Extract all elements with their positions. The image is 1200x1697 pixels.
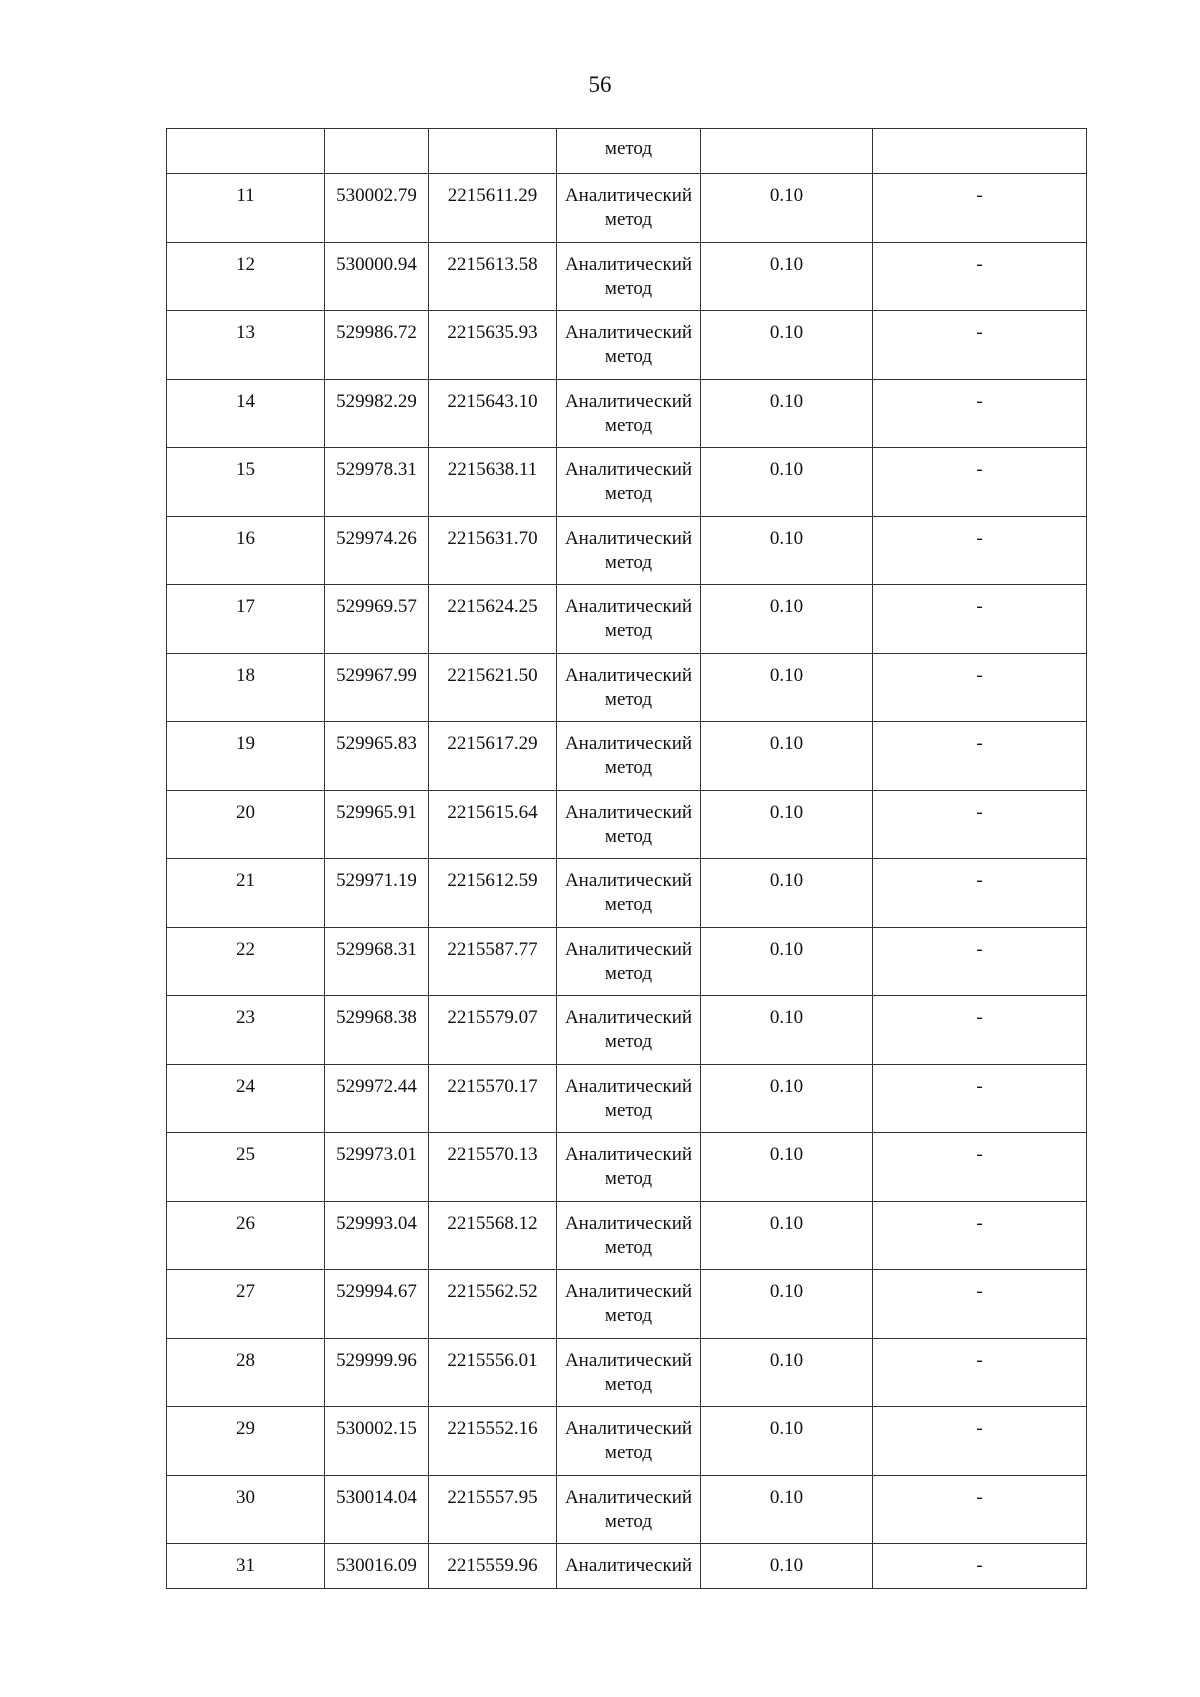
cell-note: - [873,1064,1087,1133]
cell-num: 31 [167,1544,325,1589]
cell-y: 2215643.10 [429,379,557,448]
cell-x: 529967.99 [325,653,429,722]
method-text: метод [604,962,653,984]
table-row [167,448,1087,517]
cell-x: 530014.04 [325,1475,429,1544]
table-row [167,516,1087,585]
cell-precision: 0.10 [701,311,873,380]
cell-y: 2215587.77 [429,927,557,996]
method-text: Аналитический [564,390,693,412]
method-text: Аналитический [564,938,693,960]
cell-num: 22 [167,927,325,996]
cell-precision: 0.10 [701,1338,873,1407]
cell-precision: 0.10 [701,242,873,311]
cell-method [557,790,701,859]
cell-precision: 0.10 [701,585,873,654]
cell-y: 2215624.25 [429,585,557,654]
cell-note: - [873,653,1087,722]
method-text: метод [604,1442,653,1463]
method-text: метод [604,894,653,915]
method-text: Аналитический [564,664,693,686]
cell-method [557,653,701,722]
cell-y: 2215611.29 [429,174,557,243]
cell-note: - [873,1475,1087,1544]
cell-num: 29 [167,1407,325,1476]
method-text: Аналитический [564,185,693,206]
cell-precision: 0.10 [701,1201,873,1270]
method-text: Аналитический [564,1281,693,1302]
cell-y: 2215562.52 [429,1270,557,1339]
cell-method [557,1338,701,1407]
cell-x: 529973.01 [325,1133,429,1202]
cell-note: - [873,722,1087,791]
cell-y [429,129,557,174]
cell-num: 21 [167,859,325,928]
method-text: Аналитический [564,1486,693,1508]
cell-method [557,448,701,517]
cell-method [557,1407,701,1476]
cell-precision: 0.10 [701,516,873,585]
table-row [167,1475,1087,1544]
cell-note [873,129,1087,174]
cell-method [557,722,701,791]
cell-num: 16 [167,516,325,585]
cell-y: 2215621.50 [429,653,557,722]
method-text: метод [604,414,653,436]
cell-precision: 0.10 [701,722,873,791]
cell-precision: 0.10 [701,1064,873,1133]
cell-x: 529971.19 [325,859,429,928]
table-row [167,1064,1087,1133]
cell-y: 2215638.11 [429,448,557,517]
cell-y: 2215612.59 [429,859,557,928]
method-text: Аналитический [564,1212,693,1234]
cell-precision: 0.10 [701,1475,873,1544]
method-text: метод [604,1168,653,1189]
cell-num: 17 [167,585,325,654]
method-text: метод [604,757,653,778]
cell-x: 530016.09 [325,1544,429,1589]
cell-method: метод [557,129,701,174]
cell-precision: 0.10 [701,927,873,996]
cell-method [557,379,701,448]
cell-y: 2215579.07 [429,996,557,1065]
method-text: Аналитический [564,459,693,480]
table-row [167,859,1087,928]
table-body [167,129,1087,1589]
table-row [167,790,1087,859]
cell-num: 24 [167,1064,325,1133]
cell-note: - [873,379,1087,448]
method-text: метод [604,620,653,641]
cell-y: 2215570.13 [429,1133,557,1202]
cell-note: - [873,585,1087,654]
cell-precision [701,129,873,174]
cell-y: 2215615.64 [429,790,557,859]
cell-y: 2215570.17 [429,1064,557,1133]
cell-num: 25 [167,1133,325,1202]
cell-num: 15 [167,448,325,517]
table-row [167,1544,1087,1589]
method-text: Аналитический [564,596,693,617]
cell-note: - [873,242,1087,311]
cell-method [557,1064,701,1133]
cell-precision: 0.10 [701,1407,873,1476]
cell-num: 19 [167,722,325,791]
cell-y: 2215635.93 [429,311,557,380]
method-text: Аналитический [564,322,693,343]
table-row [167,653,1087,722]
cell-method [557,516,701,585]
cell-x: 529972.44 [325,1064,429,1133]
method-text: метод [604,825,653,847]
cell-method [557,1133,701,1202]
method-text: Аналитический [564,1349,693,1371]
cell-precision: 0.10 [701,448,873,517]
method-text: метод [604,483,653,504]
cell-note: - [873,174,1087,243]
method-text: Аналитический [564,870,693,891]
page-number: 56 [588,72,612,97]
table-row [167,722,1087,791]
cell-precision: 0.10 [701,996,873,1065]
cell-method [557,174,701,243]
cell-y: 2215617.29 [429,722,557,791]
cell-x: 529968.31 [325,927,429,996]
method-text: Аналитический [564,1555,693,1576]
cell-num: 27 [167,1270,325,1339]
method-text: метод [604,1031,653,1052]
cell-x: 530002.15 [325,1407,429,1476]
table-row [167,242,1087,311]
table-row [167,1133,1087,1202]
table-row [167,1270,1087,1339]
cell-note: - [873,516,1087,585]
cell-x: 529994.67 [325,1270,429,1339]
cell-x: 529999.96 [325,1338,429,1407]
method-text: Аналитический [564,1418,693,1439]
cell-precision: 0.10 [701,859,873,928]
method-text: метод [604,1305,653,1326]
cell-x: 529965.91 [325,790,429,859]
cell-note: - [873,790,1087,859]
cell-method [557,311,701,380]
method-text: Аналитический [564,1075,693,1097]
cell-x [325,129,429,174]
table-row [167,379,1087,448]
cell-precision: 0.10 [701,790,873,859]
cell-num: 13 [167,311,325,380]
cell-y: 2215631.70 [429,516,557,585]
table-row [167,1201,1087,1270]
table-row [167,1407,1087,1476]
cell-num: 11 [167,174,325,243]
cell-note: - [873,448,1087,517]
cell-method [557,1270,701,1339]
cell-x: 529965.83 [325,722,429,791]
cell-num: 14 [167,379,325,448]
cell-num: 28 [167,1338,325,1407]
cell-note: - [873,927,1087,996]
cell-num: 18 [167,653,325,722]
cell-x: 529968.38 [325,996,429,1065]
cell-precision: 0.10 [701,1133,873,1202]
method-text: метод [604,1236,653,1258]
cell-y: 2215613.58 [429,242,557,311]
method-text: метод [604,551,653,573]
cell-x: 530002.79 [325,174,429,243]
table-row [167,927,1087,996]
method-text: Аналитический [564,801,693,823]
method-text: метод [604,688,653,710]
cell-x: 529969.57 [325,585,429,654]
method-text: метод [604,1373,653,1395]
cell-note: - [873,1407,1087,1476]
cell-x: 529978.31 [325,448,429,517]
method-text: метод [604,1510,653,1532]
method-text: Аналитический [564,527,693,549]
cell-y: 2215556.01 [429,1338,557,1407]
cell-precision: 0.10 [701,1544,873,1589]
cell-num: 30 [167,1475,325,1544]
coordinates-table [166,128,1087,1589]
table-row [167,311,1087,380]
cell-method [557,927,701,996]
cell-method [557,1201,701,1270]
cell-note: - [873,311,1087,380]
method-text: метод [604,1099,653,1121]
method-text: Аналитический [564,1007,693,1028]
cell-note: - [873,1133,1087,1202]
cell-precision: 0.10 [701,1270,873,1339]
continued-row [167,129,1087,174]
cell-y: 2215559.96 [429,1544,557,1589]
cell-num: 20 [167,790,325,859]
table-row [167,585,1087,654]
cell-precision: 0.10 [701,653,873,722]
cell-method [557,585,701,654]
cell-num: 26 [167,1201,325,1270]
method-text: Аналитический [564,733,693,754]
cell-y: 2215568.12 [429,1201,557,1270]
cell-method [557,1475,701,1544]
cell-precision: 0.10 [701,379,873,448]
cell-note: - [873,1544,1087,1589]
method-text: метод [604,209,653,230]
cell-note: - [873,1338,1087,1407]
method-text: Аналитический [564,253,693,275]
cell-num: 23 [167,996,325,1065]
cell-x: 529993.04 [325,1201,429,1270]
method-text: метод [604,346,653,367]
cell-x: 529986.72 [325,311,429,380]
cell-x: 529982.29 [325,379,429,448]
cell-num: 12 [167,242,325,311]
cell-note: - [873,859,1087,928]
cell-method [557,996,701,1065]
cell-y: 2215552.16 [429,1407,557,1476]
cell-num [167,129,325,174]
table-row [167,996,1087,1065]
cell-x: 530000.94 [325,242,429,311]
cell-y: 2215557.95 [429,1475,557,1544]
cell-method [557,1544,701,1589]
cell-x: 529974.26 [325,516,429,585]
table-row [167,1338,1087,1407]
cell-note: - [873,1201,1087,1270]
cell-precision: 0.10 [701,174,873,243]
method-text: метод [604,277,653,299]
method-text: Аналитический [564,1144,693,1165]
cell-method [557,242,701,311]
cell-note: - [873,996,1087,1065]
cell-note: - [873,1270,1087,1339]
cell-method [557,859,701,928]
table-row [167,174,1087,243]
